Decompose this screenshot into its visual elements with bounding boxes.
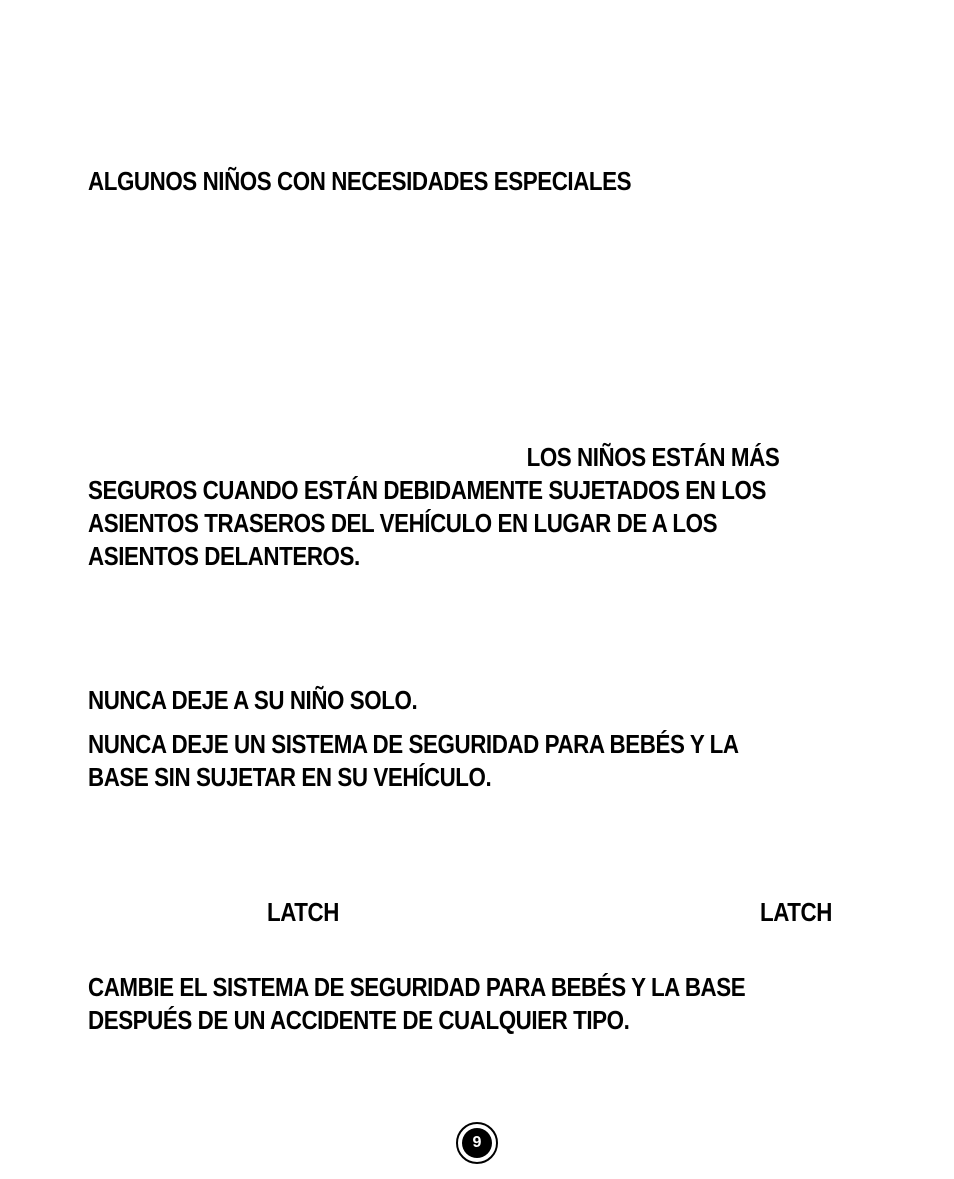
rear-seat-warning	[88, 441, 779, 573]
never-leave-seat-line-2: BASE SIN SUJETAR EN SU VEHÍCULO.	[88, 762, 492, 792]
rear-seat-line-2: SEGUROS CUANDO ESTÁN DEBIDAMENTE SUJETADOS EN LOS	[88, 475, 766, 505]
latch-label-1: LATCH	[267, 897, 339, 927]
rear-seat-line-3: ASIENTOS TRASEROS DEL VEHÍCULO EN LUGAR DE A LOS	[88, 508, 718, 538]
page-number: 9	[462, 1128, 492, 1158]
page-number-badge	[456, 1122, 498, 1164]
never-leave-child-warning: NUNCA DEJE A SU NIÑO SOLO.	[88, 685, 418, 715]
never-leave-seat-line-1: NUNCA DEJE UN SISTEMA DE SEGURIDAD PARA BEBÉS Y LA	[88, 729, 739, 759]
rear-seat-line-4: ASIENTOS DELANTEROS.	[88, 541, 360, 571]
rear-seat-line-1: LOS NIÑOS ESTÁN MÁS	[526, 442, 780, 472]
replace-after-accident-warning	[88, 971, 745, 1037]
replace-line-2: DESPUÉS DE UN ACCIDENTE DE CUALQUIER TIPO.	[88, 1005, 630, 1035]
latch-label-2: LATCH	[760, 897, 832, 927]
never-leave-seat-warning	[88, 728, 739, 794]
replace-line-1: CAMBIE EL SISTEMA DE SEGURIDAD PARA BEBÉS Y LA BASE	[88, 972, 746, 1002]
special-needs-heading	[88, 165, 631, 198]
special-needs-text: ALGUNOS NIÑOS CON NECESIDADES ESPECIALES	[88, 166, 632, 196]
